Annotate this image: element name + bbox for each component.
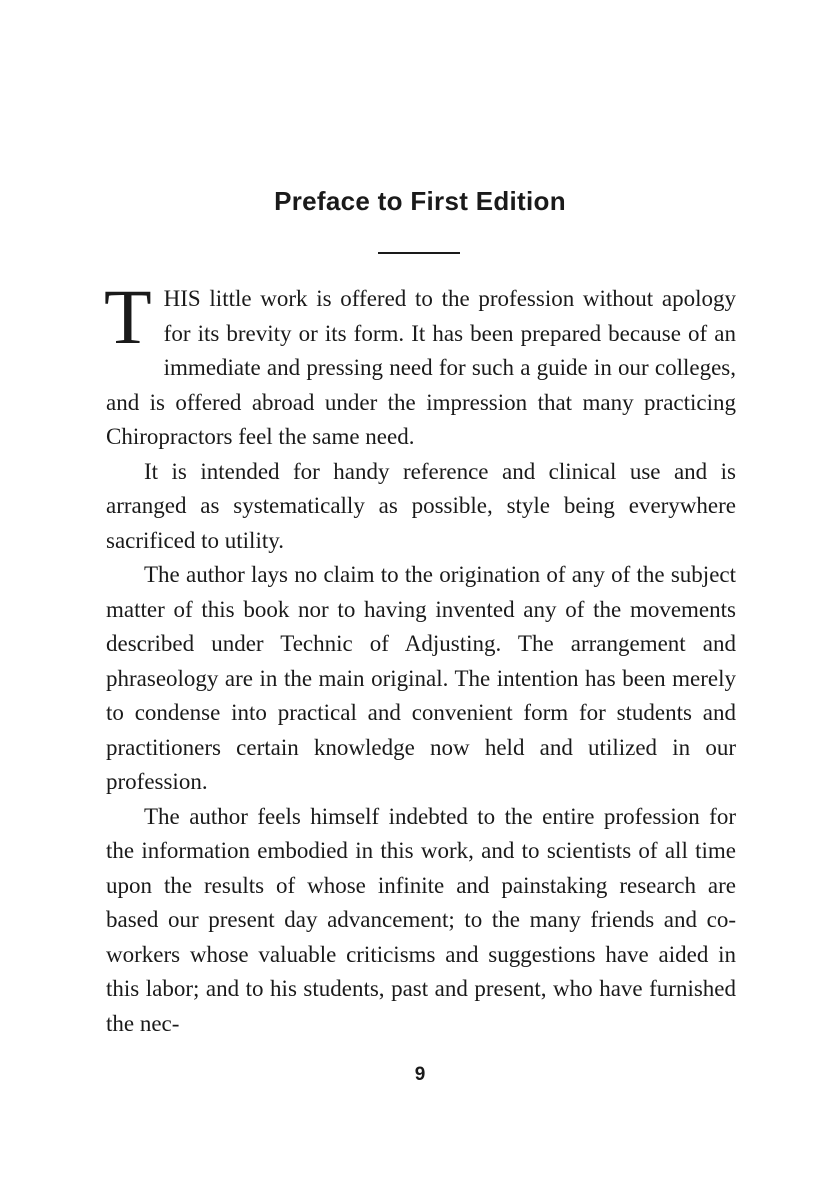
paragraph-4: The author feels himself indebted to the entire profession for the information embodied in this work, and to scientists of all time upon the results of whose infinite and painstaking research are based our present day advancement; to the many friends and co-workers whose valuable criticisms and suggestions have aided in this labor; and to his students, past and present, who have furnished the nec- [106,803,736,1036]
paragraph-3: The author lays no claim to the origination of any of the subject matter of this book nor to having invented any of the movements described under Technic of Adjusting. The arrangement and phraseology are in the main original. The intention has been merely to condense into practical and convenient form for students and practitioners certain knowledge now held and utilized in our profession. [106,562,736,794]
page-number: 9 [414,1064,426,1085]
paragraph-1 [104,273,736,455]
paragraph-1-text: HIS little work is offered to the profession without apology for its brevity or its form. It has been prepared because of an immediate and pressing need for such a guide in our colleges, and is offered abroad under the impression that many practicing Chiropractors feel the same need. [106,286,736,449]
title-rule [378,252,460,254]
page-title: Preface to First Edition [274,186,566,216]
paragraph-2: It is intended for handy reference and clinical use and is arranged as systematically as possible, style being everywhere sacrificed to utility. [106,458,736,553]
preface-body [104,273,736,1041]
drop-cap: T [104,273,152,360]
